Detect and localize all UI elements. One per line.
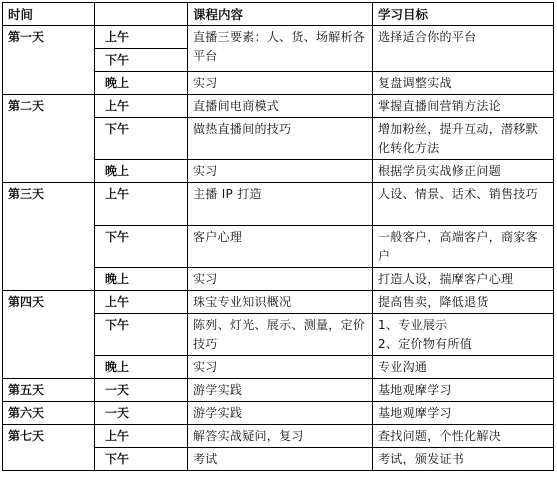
day-cell: 第五天 bbox=[3, 379, 95, 402]
slot-cell: 一天 bbox=[95, 379, 188, 402]
header-row bbox=[3, 3, 554, 26]
content-cell: 做热直播间的技巧 bbox=[188, 118, 373, 160]
slot-cell: 晚上 bbox=[95, 160, 188, 183]
goal-cell: 人设、情景、话术、销售技巧 bbox=[373, 183, 554, 226]
goal-cell: 掌握直播间营销方法论 bbox=[373, 95, 554, 118]
header-content: 课程内容 bbox=[188, 3, 373, 26]
goal-cell: 复盘调整实战 bbox=[373, 72, 554, 95]
content-cell: 直播间电商模式 bbox=[188, 95, 373, 118]
content-cell: 直播三要素：人、货、场解析各平台 bbox=[188, 26, 373, 72]
content-cell: 实习 bbox=[188, 268, 373, 291]
goal-cell: 基地观摩学习 bbox=[373, 379, 554, 402]
table-row bbox=[3, 95, 554, 118]
goal-cell: 查找问题，个性化解决 bbox=[373, 425, 554, 448]
content-cell: 客户心理 bbox=[188, 226, 373, 268]
slot-cell: 下午 bbox=[95, 49, 188, 72]
goal-cell: 选择适合你的平台 bbox=[373, 26, 554, 72]
course-schedule-table bbox=[2, 2, 554, 471]
goal-cell: 考试，颁发证书 bbox=[373, 448, 554, 471]
goal-cell: 增加粉丝，提升互动，潜移默化转化方法 bbox=[373, 118, 554, 160]
goal-cell: 根据学员实战修正问题 bbox=[373, 160, 554, 183]
goal-cell: 一般客户，高端客户，商家客户 bbox=[373, 226, 554, 268]
content-cell: 实习 bbox=[188, 72, 373, 95]
slot-cell: 上午 bbox=[95, 291, 188, 314]
table-row bbox=[3, 402, 554, 425]
table-row bbox=[3, 379, 554, 402]
schedule-table-container bbox=[2, 2, 554, 471]
slot-cell: 一天 bbox=[95, 402, 188, 425]
day-cell: 第七天 bbox=[3, 425, 95, 471]
slot-cell: 下午 bbox=[95, 314, 188, 356]
goal-cell: 1、专业展示 2、定价物有所值 bbox=[373, 314, 554, 356]
goal-cell: 打造人设，揣摩客户心理 bbox=[373, 268, 554, 291]
slot-cell: 晚上 bbox=[95, 356, 188, 379]
content-cell: 陈列、灯光、展示、测量，定价技巧 bbox=[188, 314, 373, 356]
slot-cell: 下午 bbox=[95, 118, 188, 160]
day-cell: 第三天 bbox=[3, 183, 95, 291]
content-cell: 珠宝专业知识概况 bbox=[188, 291, 373, 314]
slot-cell: 上午 bbox=[95, 425, 188, 448]
slot-cell: 上午 bbox=[95, 183, 188, 226]
content-cell: 实习 bbox=[188, 160, 373, 183]
header-time: 时间 bbox=[3, 3, 95, 26]
slot-cell: 晚上 bbox=[95, 72, 188, 95]
content-cell: 解答实战疑问，复习 bbox=[188, 425, 373, 448]
slot-cell: 下午 bbox=[95, 226, 188, 268]
content-cell: 考试 bbox=[188, 448, 373, 471]
table-row bbox=[3, 291, 554, 314]
slot-cell: 上午 bbox=[95, 26, 188, 49]
slot-cell: 晚上 bbox=[95, 268, 188, 291]
day-cell: 第一天 bbox=[3, 26, 95, 95]
table-row bbox=[3, 26, 554, 49]
content-cell: 游学实践 bbox=[188, 402, 373, 425]
header-slot bbox=[95, 3, 188, 26]
content-cell: 实习 bbox=[188, 356, 373, 379]
slot-cell: 下午 bbox=[95, 448, 188, 471]
content-cell: 游学实践 bbox=[188, 379, 373, 402]
slot-cell: 上午 bbox=[95, 95, 188, 118]
goal-cell: 基地观摩学习 bbox=[373, 402, 554, 425]
day-cell: 第二天 bbox=[3, 95, 95, 183]
goal-cell: 专业沟通 bbox=[373, 356, 554, 379]
content-cell: 主播 IP 打造 bbox=[188, 183, 373, 226]
day-cell: 第六天 bbox=[3, 402, 95, 425]
header-goal: 学习目标 bbox=[373, 3, 554, 26]
day-cell: 第四天 bbox=[3, 291, 95, 379]
table-row bbox=[3, 425, 554, 448]
goal-cell: 提高售卖，降低退货 bbox=[373, 291, 554, 314]
table-row bbox=[3, 183, 554, 226]
